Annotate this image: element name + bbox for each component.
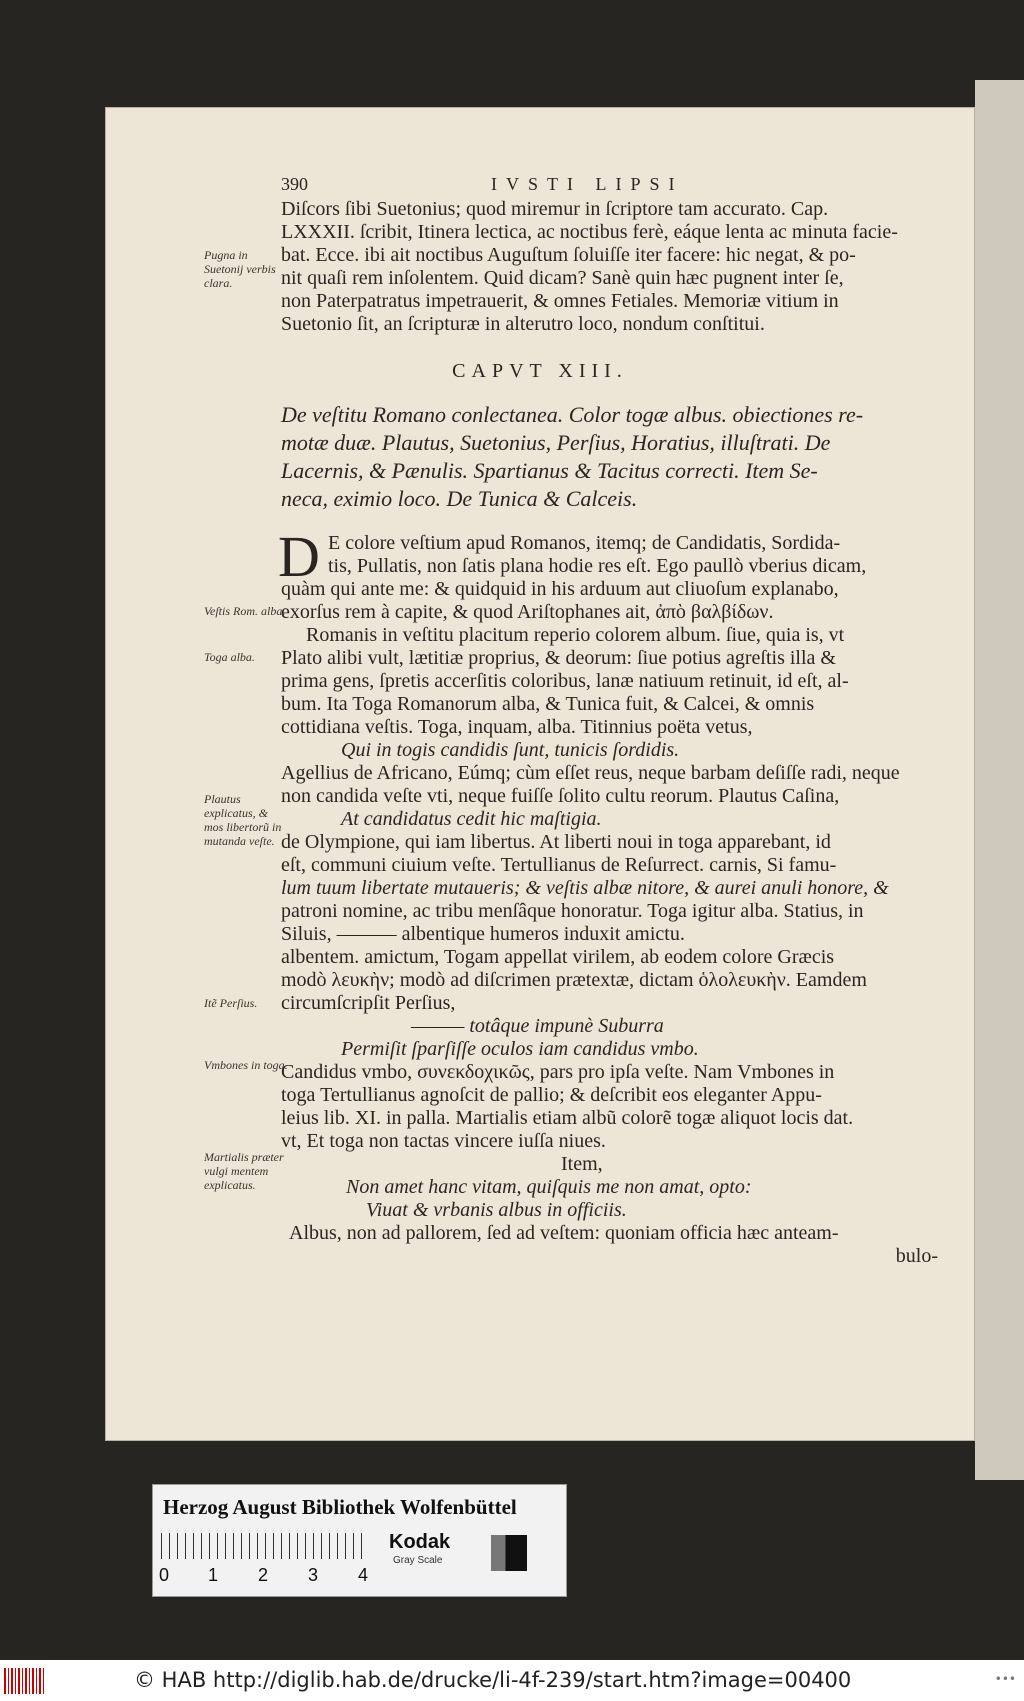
gray-scale-label: Gray Scale: [393, 1555, 443, 1566]
ruler-number: 2: [258, 1565, 269, 1585]
gray-swatch: [491, 1535, 527, 1571]
summary-line: De veſtitu Romano conlectanea. Color togæ albus. obiectiones re-: [281, 402, 864, 427]
ruler-number: 0: [159, 1565, 170, 1585]
marginal-note: Martialis præter vulgi mentem explicatus.: [204, 1150, 284, 1192]
library-name: Herzog August Bibliothek Wolfenbüttel: [163, 1495, 517, 1519]
text-line: Item,: [561, 1153, 603, 1175]
summary-line: motæ duæ. Plautus, Suetonius, Perſius, Horatius, illuſtrati. De: [281, 430, 831, 455]
source-url[interactable]: © HAB http://diglib.hab.de/drucke/li-4f-239/start.htm?image=00400: [134, 1668, 852, 1692]
quote-line: At candidatus cedit hic maſtigia.: [341, 808, 602, 830]
text-line: exorſus rem à capite, & quod Ariſtophanes ait, ἀπὸ βαλβίδων.: [281, 601, 774, 623]
marginal-note: Pugna in Suetonij verbis clara.: [204, 248, 276, 290]
text-line: LXXXII. ſcribit, Itinera lectica, ac noctibus ferè, eáque lenta ac minuta facie-: [281, 221, 898, 243]
text-line: de Olympione, qui iam libertus. At liberti noui in toga apparebant, id: [281, 831, 831, 853]
text-line: Suetonio ſit, an ſcripturæ in alterutro loco, nondum conſtitui.: [281, 313, 765, 335]
more-icon: •••: [994, 1672, 1016, 1686]
quote-line: Non amet hanc vitam, quiſquis me non amat, opto:: [346, 1176, 752, 1198]
ruler-number: 4: [358, 1565, 369, 1585]
book-page: [106, 108, 974, 1440]
summary-line: neca, eximio loco. De Tunica & Calceis.: [281, 486, 638, 511]
text-line: E colore veſtium apud Romanos, itemq; de Candidatis, Sordida-: [328, 532, 841, 554]
text-line: tis, Pullatis, non ſatis plana hodie res eſt. Ego paullò vberius dicam,: [328, 555, 867, 577]
quote-line: Qui in togis candidis ſunt, tunicis ſordidis.: [341, 739, 680, 761]
drop-capital: D: [278, 524, 320, 589]
kodak-logo: Kodak: [389, 1531, 451, 1553]
text-line: toga Tertullianus agnoſcit de pallio; & deſcribit eos eleganter Appu-: [281, 1084, 822, 1106]
quote-line: lum tuum libertate mutaueris; & veſtis albæ nitore, & aurei anuli honore, &: [281, 877, 889, 899]
text-line: leius lib. XI. in palla. Martialis etiam albũ colorẽ togæ aliquot locis dat.: [281, 1107, 854, 1129]
text-line: bum. Ita Toga Romanorum alba, & Tunica fuit, & Calcei, & omnis: [281, 693, 815, 715]
quote-line: ——— totâque impunè Suburra: [411, 1015, 664, 1037]
quote-line: Viuat & vrbanis albus in officiis.: [366, 1199, 627, 1221]
ruler-ticks: [161, 1533, 367, 1559]
text-line: non candida veſte vti, neque fuiſſe ſolito cultu reorum. Plautus Caſina,: [281, 785, 840, 807]
text-line: albentem. amictum, Togam appellat virilem, ab eodem colore Græcis: [281, 946, 835, 968]
facing-page-edge: [975, 80, 1024, 1480]
marginal-note: Plautus explicatus, & mos libertorũ in mutanda veſte.: [204, 792, 282, 848]
text-line: modò λευκὴν; modò ad diſcrimen prætextæ, dictam ὁλολευκὴν. Eamdem: [281, 969, 867, 991]
text-line: cottidiana veſtis. Toga, inquam, alba. Titinnius poëta vetus,: [281, 716, 753, 738]
catchword: bulo-: [895, 1245, 938, 1267]
text-line: vt, Et toga non tactas vincere iuſſa niues.: [281, 1130, 606, 1152]
barcode-icon: [4, 1668, 46, 1694]
text-line: Plato alibi vult, lætitiæ proprius, & deorum: ſiue potius agreſtis illa &: [281, 647, 836, 669]
text-line: Candidus vmbo, συνεκδοχικῶς, pars pro ipſa veſte. Nam Vmbones in: [281, 1061, 835, 1083]
marginal-note: Itẽ Perſius.: [204, 996, 258, 1010]
text-line: patroni nomine, ac tribu menſâque honoratur. Toga igitur alba. Statius, in: [281, 900, 864, 922]
marginal-note: Toga alba.: [204, 650, 255, 664]
text-line: nit quaſi rem inſolentem. Quid dicam? Sanè quin hæc pugnent inter ſe,: [281, 267, 844, 289]
text-line: Albus, non ad pallorem, ſed ad veſtem: quoniam officia hæc anteam-: [289, 1222, 839, 1244]
chapter-heading: CAPVT XIII.: [452, 360, 628, 382]
color-scale-card: [152, 1484, 567, 1597]
page-header: [281, 174, 901, 198]
summary-line: Lacernis, & Pænulis. Spartianus & Tacitus correcti. Item Se-: [281, 458, 818, 483]
ruler-number: 1: [208, 1565, 219, 1585]
footer-bar: [0, 1660, 1024, 1701]
text-line: circumſcripſit Perſius,: [281, 992, 456, 1014]
text-line: Siluis, ——— albentique humeros induxit amictu.: [281, 923, 685, 945]
text-line: quàm qui ante me: & quidquid in his arduum aut cliuoſum explanabo,: [281, 578, 839, 600]
ruler-number: 3: [308, 1565, 319, 1585]
text-line: prima gens, ſpretis accerſitis coloribus, lanæ natiuum retinuit, id eſt, al-: [281, 670, 849, 692]
text-line: Romanis in veſtitu placitum reperio colorem album. ſiue, quia is, vt: [306, 624, 845, 646]
quote-line: Permiſit ſparſiſſe oculos iam candidus vmbo.: [341, 1038, 699, 1060]
text-line: non Paterpatratus impetrauerit, & omnes Fetiales. Memoriæ vitium in: [281, 290, 839, 312]
page-number: 390: [281, 174, 308, 194]
text-line: Diſcors ſibi Suetonius; quod miremur in ſcriptore tam accurato. Cap.: [281, 198, 829, 220]
text-line: Agellius de Africano, Eúmq; cùm eſſet reus, neque barbam deſiſſe radi, neque: [281, 762, 900, 784]
text-line: eſt, communi ciuium veſte. Tertullianus de Reſurrect. carnis, Si famu-: [281, 854, 837, 876]
marginal-note: Veſtis Rom. alba.: [204, 604, 286, 618]
text-line: bat. Ecce. ibi ait noctibus Auguſtum ſoluiſſe iter facere: hic negat, & po-: [281, 244, 856, 266]
marginal-note: Vmbones in toga.: [204, 1058, 288, 1072]
running-title: IVSTI LIPSI: [491, 174, 684, 194]
